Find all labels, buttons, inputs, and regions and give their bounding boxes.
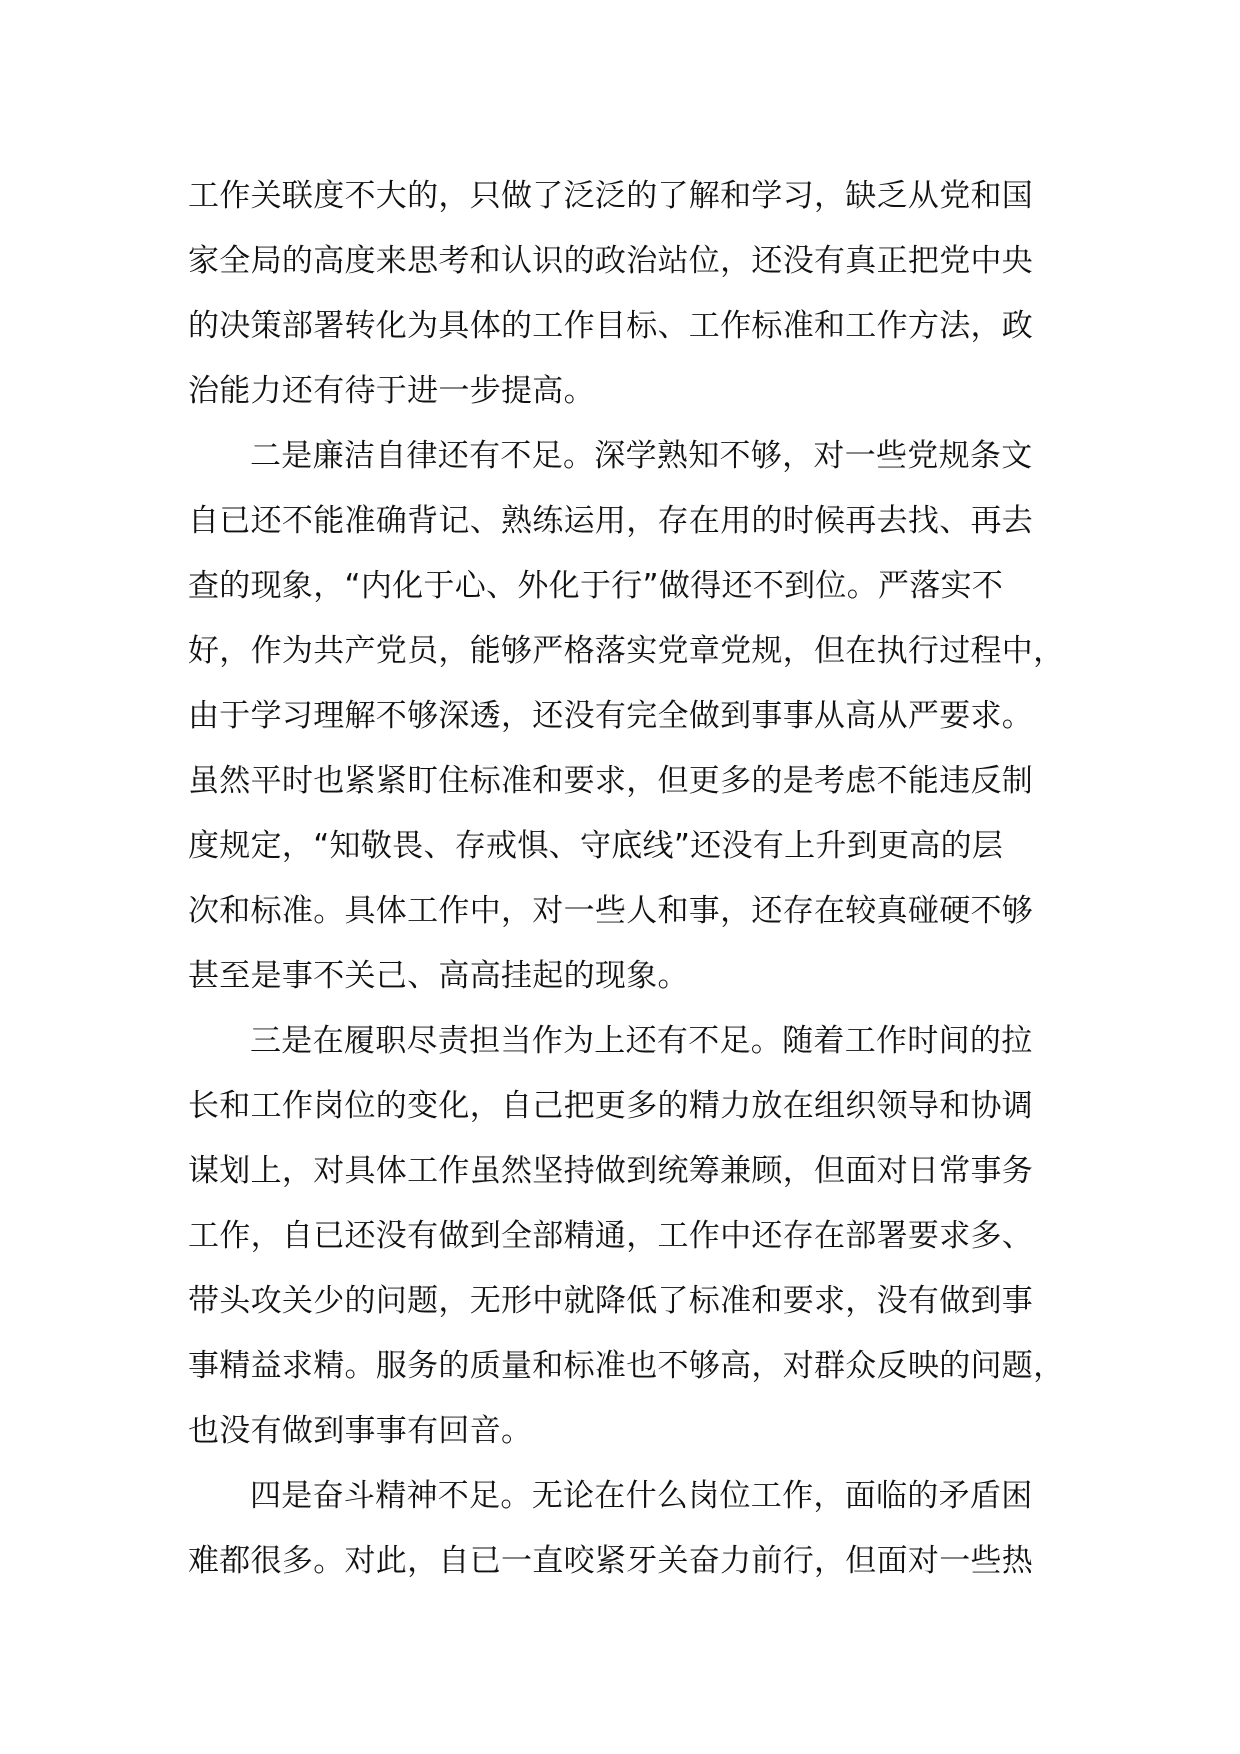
text-line: 甚至是事不关己、高高挂起的现象。 xyxy=(188,958,689,994)
text-line: 带头攻关少的问题，无形中就降低了标准和要求，没有做到事 xyxy=(188,1283,1034,1319)
text-line: 事精益求精。服务的质量和标准也不够高，对群众反映的问题， xyxy=(188,1348,1065,1384)
paragraph xyxy=(188,1464,1088,1594)
text-line: 自已还不能准确背记、熟练运用，存在用的时候再去找、再去 xyxy=(188,503,1034,539)
text-line: 度规定，“知敬畏、存戒惧、守底线”还没有上升到更高的层 xyxy=(188,828,1004,864)
text-line: 查的现象，“内化于心、外化于行”做得还不到位。严落实不 xyxy=(188,568,1004,604)
text-line: 工作，自已还没有做到全部精通，工作中还存在部署要求多、 xyxy=(188,1218,1034,1254)
text-line: 也没有做到事事有回音。 xyxy=(188,1413,533,1449)
text-line: 工作关联度不大的，只做了泛泛的了解和学习，缺乏从党和国 xyxy=(188,178,1034,214)
text-line: 好，作为共产党员，能够严格落实党章党规，但在执行过程中， xyxy=(188,633,1065,669)
paragraph xyxy=(188,424,1088,1009)
text-line: 三是在履职尽责担当作为上还有不足。随着工作时间的拉 xyxy=(250,1023,1033,1059)
text-line: 家全局的高度来思考和认识的政治站位，还没有真正把党中央 xyxy=(188,243,1034,279)
text-line: 二是廉洁自律还有不足。深学熟知不够，对一些党规条文 xyxy=(250,438,1033,474)
text-line: 治能力还有待于进一步提高。 xyxy=(188,373,595,409)
text-line: 次和标准。具体工作中，对一些人和事，还存在较真碰硬不够 xyxy=(188,893,1034,929)
text-line: 虽然平时也紧紧盯住标准和要求，但更多的是考虑不能违反制 xyxy=(188,763,1034,799)
text-line: 由于学习理解不够深透，还没有完全做到事事从高从严要求。 xyxy=(188,698,1034,734)
text-line: 长和工作岗位的变化，自己把更多的精力放在组织领导和协调 xyxy=(188,1088,1034,1124)
paragraph xyxy=(188,1009,1088,1464)
text-line: 谋划上，对具体工作虽然坚持做到统筹兼顾，但面对日常事务 xyxy=(188,1153,1034,1189)
text-line: 难都很多。对此，自已一直咬紧牙关奋力前行，但面对一些热 xyxy=(188,1543,1034,1579)
text-line: 四是奋斗精神不足。无论在什么岗位工作，面临的矛盾困 xyxy=(250,1478,1033,1514)
body-text xyxy=(188,164,1088,1594)
paragraph xyxy=(188,164,1088,424)
text-line: 的决策部署转化为具体的工作目标、工作标准和工作方法，政 xyxy=(188,308,1034,344)
